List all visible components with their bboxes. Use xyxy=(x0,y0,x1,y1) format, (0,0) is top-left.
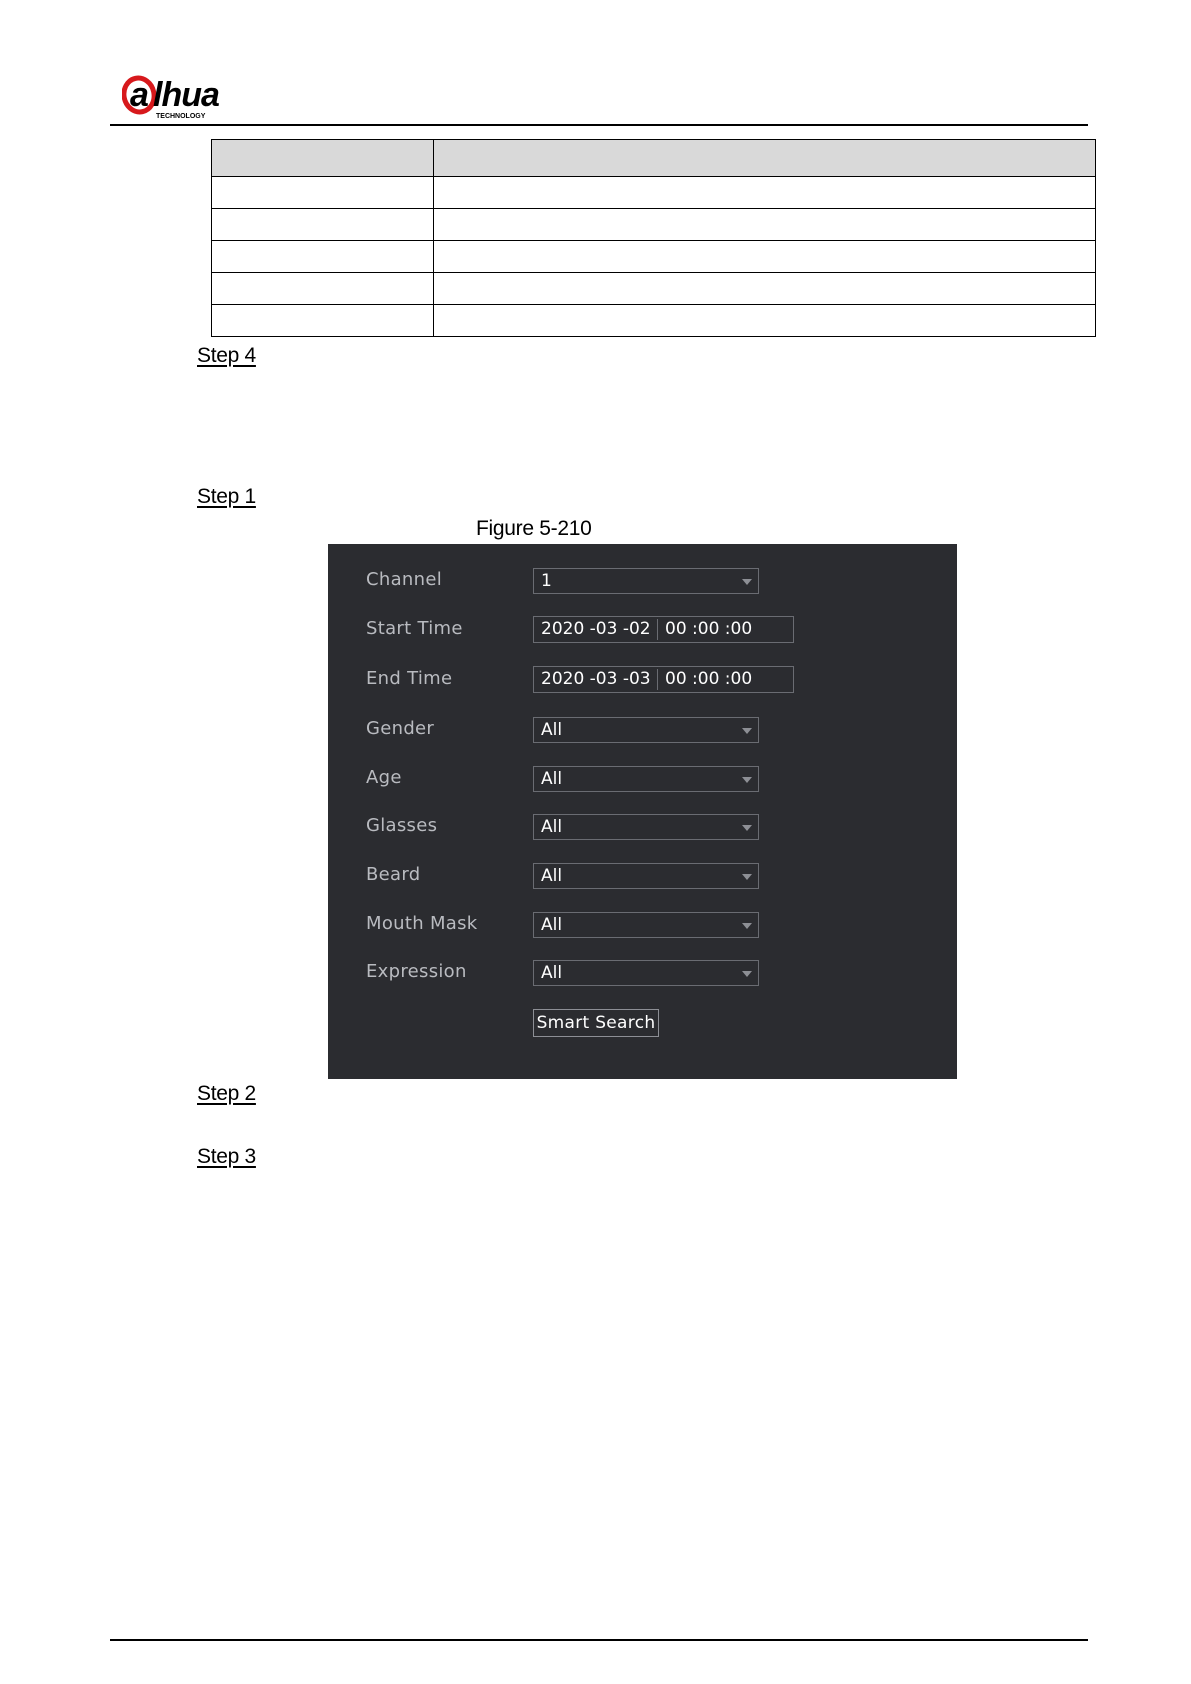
glasses-value: All xyxy=(541,817,563,837)
end-date-value: 2020 -03 -03 xyxy=(541,669,651,689)
table-cell xyxy=(434,305,1096,337)
start-time-label: Start Time xyxy=(366,618,463,639)
table-row xyxy=(212,177,1096,209)
mouth-mask-select[interactable] xyxy=(533,912,759,938)
chevron-down-icon xyxy=(742,579,752,585)
step-3-label: Step 3 xyxy=(197,1145,256,1168)
field-divider xyxy=(657,669,658,690)
expression-label: Expression xyxy=(366,961,467,982)
table-cell xyxy=(212,305,434,337)
table-cell xyxy=(434,273,1096,305)
gender-label: Gender xyxy=(366,718,435,739)
mouth-mask-label: Mouth Mask xyxy=(366,913,478,934)
age-label: Age xyxy=(366,767,402,788)
figure-caption: Figure 5-210 xyxy=(476,517,592,540)
mouth-mask-value: All xyxy=(541,915,563,935)
table-header-cell xyxy=(434,140,1096,177)
table-row xyxy=(212,209,1096,241)
age-select[interactable] xyxy=(533,766,759,792)
end-time-label: End Time xyxy=(366,668,453,689)
table-header-row xyxy=(212,140,1096,177)
svg-text:lhua: lhua xyxy=(153,76,219,114)
chevron-down-icon xyxy=(742,777,752,783)
table-cell xyxy=(212,177,434,209)
table-cell xyxy=(434,241,1096,273)
dahua-logo xyxy=(122,74,262,120)
start-time-field[interactable] xyxy=(533,616,794,643)
table-row xyxy=(212,273,1096,305)
age-value: All xyxy=(541,769,563,789)
chevron-down-icon xyxy=(742,874,752,880)
expression-value: All xyxy=(541,963,563,983)
table-cell xyxy=(434,177,1096,209)
chevron-down-icon xyxy=(742,825,752,831)
beard-select[interactable] xyxy=(533,863,759,889)
table-row xyxy=(212,305,1096,337)
table-cell xyxy=(212,273,434,305)
channel-label: Channel xyxy=(366,569,442,590)
table-header-cell xyxy=(212,140,434,177)
expression-select[interactable] xyxy=(533,960,759,986)
chevron-down-icon xyxy=(742,728,752,734)
logo-subtext: TECHNOLOGY xyxy=(156,113,206,120)
step-2-label: Step 2 xyxy=(197,1082,256,1105)
table-row xyxy=(212,241,1096,273)
parameter-table xyxy=(211,139,1096,337)
start-date-value: 2020 -03 -02 xyxy=(541,619,651,639)
end-time-field[interactable] xyxy=(533,666,794,693)
step-1-label: Step 1 xyxy=(197,485,256,508)
glasses-label: Glasses xyxy=(366,815,438,836)
chevron-down-icon xyxy=(742,923,752,929)
glasses-select[interactable] xyxy=(533,814,759,840)
table-cell xyxy=(212,241,434,273)
end-clock-value: 00 :00 :00 xyxy=(665,669,753,689)
face-search-panel xyxy=(328,544,957,1079)
footer-rule xyxy=(110,1639,1088,1641)
gender-select[interactable] xyxy=(533,717,759,743)
table-cell xyxy=(434,209,1096,241)
start-clock-value: 00 :00 :00 xyxy=(665,619,753,639)
beard-value: All xyxy=(541,866,563,886)
smart-search-button[interactable]: Smart Search xyxy=(533,1009,659,1037)
channel-value: 1 xyxy=(541,571,552,591)
svg-text:a: a xyxy=(130,76,149,114)
gender-value: All xyxy=(541,720,563,740)
beard-label: Beard xyxy=(366,864,421,885)
step-4-label: Step 4 xyxy=(197,344,256,367)
chevron-down-icon xyxy=(742,971,752,977)
field-divider xyxy=(657,619,658,640)
channel-select[interactable] xyxy=(533,568,759,594)
header-rule xyxy=(110,124,1088,126)
table-cell xyxy=(212,209,434,241)
